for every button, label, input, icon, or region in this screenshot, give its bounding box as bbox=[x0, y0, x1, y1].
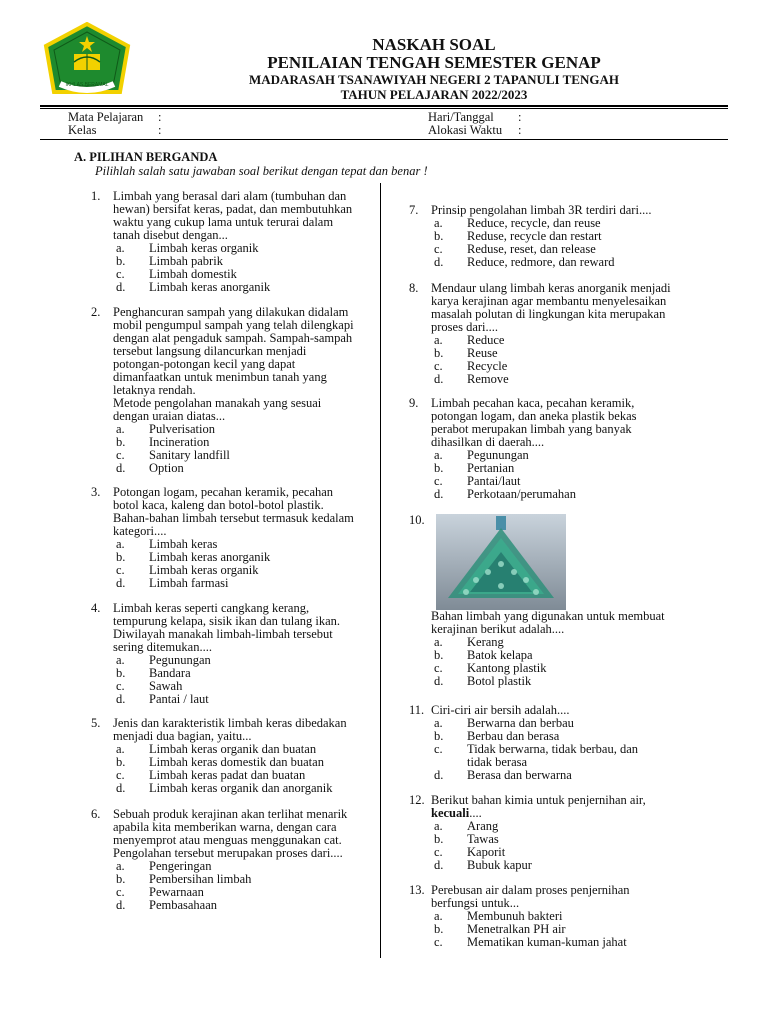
option-text: Kerang bbox=[467, 635, 504, 649]
option-letter: a. bbox=[434, 333, 443, 347]
option-letter: a. bbox=[434, 909, 443, 923]
option-text: Pegunungan bbox=[149, 653, 211, 667]
question-stem-text: Bahan limbah yang digunakan untuk membuat kerajinan berikut adalah.... bbox=[431, 609, 665, 636]
option-letter: d. bbox=[434, 255, 444, 269]
question-stem bbox=[113, 306, 354, 423]
option-letter: a. bbox=[434, 716, 443, 730]
option-letter: a. bbox=[116, 422, 125, 436]
option-text: Pembasahaan bbox=[149, 898, 218, 912]
option-letter: b. bbox=[434, 229, 444, 243]
colon: : bbox=[518, 110, 522, 124]
option-letter: b. bbox=[116, 254, 126, 268]
option-text: Bandara bbox=[149, 666, 191, 680]
option-text: Limbah keras padat dan buatan bbox=[149, 768, 306, 782]
option-text: Pertanian bbox=[467, 461, 515, 475]
option-text: Botol plastik bbox=[467, 674, 532, 688]
option-text: Pantai / laut bbox=[149, 692, 209, 706]
option-text: Reduse, recycle dan restart bbox=[467, 229, 602, 243]
colon: : bbox=[158, 110, 162, 124]
question-number: 4. bbox=[91, 601, 101, 615]
question-stem-tail: .... bbox=[469, 806, 482, 820]
option-letter: c. bbox=[434, 845, 443, 859]
option-letter: b. bbox=[434, 648, 444, 662]
option-letter: d. bbox=[116, 461, 126, 475]
question-stem bbox=[113, 486, 354, 538]
colon: : bbox=[518, 123, 522, 137]
option-text: Pantai/laut bbox=[467, 474, 521, 488]
doc-subtitle: PENILAIAN TENGAH SEMESTER GENAP bbox=[267, 53, 601, 72]
class-label: Kelas bbox=[68, 123, 97, 137]
option-letter: c. bbox=[434, 474, 443, 488]
option-text: Option bbox=[149, 461, 184, 475]
option-letter: a. bbox=[116, 742, 125, 756]
option-letter: c. bbox=[434, 359, 443, 373]
option-letter: b. bbox=[434, 346, 444, 360]
option-letter: d. bbox=[434, 487, 444, 501]
question-stem-text: Limbah pecahan kaca, pecahan keramik, potongan logam, dan aneka plastik bekas perabot merupakan limbah yang banyak dihasilkan di daerah.... bbox=[431, 396, 637, 449]
option-text: Kantong plastik bbox=[467, 661, 547, 675]
question-number: 5. bbox=[91, 716, 101, 730]
option-letter: b. bbox=[434, 832, 444, 846]
subject-label: Mata Pelajaran bbox=[68, 110, 144, 124]
question-number: 1. bbox=[91, 189, 101, 203]
question-stem-text: Perebusan air dalam proses penjernihan berfungsi untuk... bbox=[431, 883, 630, 910]
option-text: Limbah keras anorganik bbox=[149, 280, 271, 294]
column-divider bbox=[380, 183, 381, 958]
exam-meta bbox=[68, 110, 708, 140]
question-stem bbox=[431, 884, 630, 910]
option-letter: a. bbox=[116, 537, 125, 551]
option-text: Pengeringan bbox=[149, 859, 212, 873]
question-number: 3. bbox=[91, 485, 101, 499]
option-text: Limbah domestik bbox=[149, 267, 237, 281]
option-text: Limbah keras organik dan anorganik bbox=[149, 781, 333, 795]
option-letter: c. bbox=[116, 679, 125, 693]
question-number: 9. bbox=[409, 396, 419, 410]
option-letter: c. bbox=[116, 885, 125, 899]
header-rule-thin bbox=[40, 108, 728, 109]
option-text: Pewarnaan bbox=[149, 885, 204, 899]
question-number: 2. bbox=[91, 305, 101, 319]
option-text: Batok kelapa bbox=[467, 648, 533, 662]
option-letter: c. bbox=[434, 935, 443, 949]
option-text: Arang bbox=[467, 819, 499, 833]
option-letter: d. bbox=[116, 692, 126, 706]
option-text: Pegunungan bbox=[467, 448, 529, 462]
option-text: Recycle bbox=[467, 359, 508, 373]
question-number: 8. bbox=[409, 281, 419, 295]
option-letter: d. bbox=[116, 898, 126, 912]
school-year: TAHUN PELAJARAN 2022/2023 bbox=[340, 87, 528, 102]
option-letter: c. bbox=[116, 563, 125, 577]
question-stem-text: Berikut bahan kimia untuk penjernihan air, bbox=[431, 793, 646, 807]
option-text: Perkotaan/perumahan bbox=[467, 487, 576, 501]
option-text: Reduse, reset, dan release bbox=[467, 242, 596, 256]
question-stem-text: Ciri-ciri air bersih adalah.... bbox=[431, 703, 570, 717]
question-number: 12. bbox=[409, 793, 425, 807]
option-letter: a. bbox=[434, 216, 443, 230]
question-number: 7. bbox=[409, 203, 419, 217]
option-letter: d. bbox=[434, 768, 444, 782]
option-text: Limbah keras organik bbox=[149, 563, 259, 577]
question-number: 6. bbox=[91, 807, 101, 821]
question-stem bbox=[113, 190, 352, 242]
option-text: Sanitary landfill bbox=[149, 448, 230, 462]
option-text: Sawah bbox=[149, 679, 183, 693]
section-title: A. PILIHAN BERGANDA bbox=[74, 150, 218, 164]
option-text: Limbah keras organik dan buatan bbox=[149, 742, 317, 756]
day-label: Hari/Tanggal bbox=[428, 110, 494, 124]
question-stem-text: Prinsip pengolahan limbah 3R terdiri dari.... bbox=[431, 203, 652, 217]
option-letter: c. bbox=[434, 742, 443, 756]
option-text: Limbah keras anorganik bbox=[149, 550, 271, 564]
question-number: 11. bbox=[409, 703, 425, 717]
meta-rule bbox=[40, 139, 728, 140]
option-letter: d. bbox=[434, 858, 444, 872]
option-text: Limbah keras bbox=[149, 537, 218, 551]
option-text: Limbah farmasi bbox=[149, 576, 229, 590]
time-label: Alokasi Waktu bbox=[428, 123, 503, 137]
option-text: Limbah pabrik bbox=[149, 254, 223, 268]
option-letter: c. bbox=[116, 267, 125, 281]
question-stem bbox=[431, 397, 637, 449]
option-letter: b. bbox=[116, 755, 126, 769]
option-letter: d. bbox=[434, 372, 444, 386]
question-emphasis: kecuali bbox=[431, 806, 470, 820]
option-letter: c. bbox=[116, 768, 125, 782]
option-text: Reduce bbox=[467, 333, 505, 347]
option-text: Membunuh bakteri bbox=[467, 909, 563, 923]
question-stem bbox=[431, 794, 646, 820]
header-rule bbox=[40, 105, 728, 107]
option-letter: a. bbox=[434, 448, 443, 462]
option-letter: b. bbox=[116, 666, 126, 680]
option-text: Bubuk kapur bbox=[467, 858, 532, 872]
option-text: Pembersihan limbah bbox=[149, 872, 252, 886]
option-text: Pulverisation bbox=[149, 422, 215, 436]
option-letter: d. bbox=[116, 576, 126, 590]
question-stem-text: Mendaur ulang limbah keras anorganik menjadi karya kerajinan agar membantu menyelesaikan masalah polutan di lingkungan kita merupakan proses dari.... bbox=[431, 281, 671, 334]
question-stem-text: Jenis dan karakteristik limbah keras dibedakan menjadi dua bagian, yaitu... bbox=[113, 716, 347, 743]
option-letter: a. bbox=[116, 241, 125, 255]
option-text: Limbah keras organik bbox=[149, 241, 259, 255]
option-letter: c. bbox=[434, 242, 443, 256]
option-letter: b. bbox=[116, 550, 126, 564]
question-number: 13. bbox=[409, 883, 425, 897]
option-text: Mematikan kuman-kuman jahat bbox=[467, 935, 627, 949]
question-stem bbox=[113, 602, 340, 654]
option-letter: a. bbox=[116, 859, 125, 873]
question-stem-text: Sebuah produk kerajinan akan terlihat menarik apabila kita memberikan warna, dengan cara menyemprot atau menguas menggunakan cat. Pengolahan tersebut merupakan proses dari.... bbox=[113, 807, 348, 860]
option-text: Remove bbox=[467, 372, 509, 386]
option-letter: d. bbox=[434, 674, 444, 688]
option-text: Kaporit bbox=[467, 845, 506, 859]
option-text: Reuse bbox=[467, 346, 498, 360]
question-stem bbox=[431, 610, 665, 636]
colon: : bbox=[158, 123, 162, 137]
option-text: Incineration bbox=[149, 435, 210, 449]
option-text: Berbau dan berasa bbox=[467, 729, 560, 743]
option-text: Berwarna dan berbau bbox=[467, 716, 574, 730]
school-name: MADARASAH TSANAWIYAH NEGERI 2 TAPANULI TENGAH bbox=[249, 72, 619, 87]
option-letter: b. bbox=[434, 461, 444, 475]
option-letter: d. bbox=[116, 781, 126, 795]
option-letter: b. bbox=[434, 922, 444, 936]
question-stem-text: Penghancuran sampah yang dilakukan didalam mobil pengumpul sampah yang telah dilengkapi dengan alat pengaduk sampah. Sampah-sampah tersebut langsung dilancurkan menjadi potongan-potongan kecil yang dapat dimanfaatkan untuk menimbun tanah yang letaknya rendah. Metode pengolahan manakah yang sesuai dengan uraian diatas... bbox=[113, 305, 354, 423]
option-text: Tidak berwarna, tidak berbau, dan bbox=[467, 742, 639, 756]
question-stem bbox=[113, 717, 347, 743]
option-text: Limbah keras domestik dan buatan bbox=[149, 755, 324, 769]
option-letter: b. bbox=[116, 435, 126, 449]
option-text: tidak berasa bbox=[467, 755, 528, 769]
question-stem-text: Potongan logam, pecahan keramik, pecahan botol kaca, kaleng dan botol-botol plastik. Bahan-bahan limbah tersebut termasuk kedalam kategori.... bbox=[113, 485, 354, 538]
plastic-bottle-lamp-photo bbox=[436, 514, 566, 610]
option-letter: a. bbox=[434, 819, 443, 833]
question-stem bbox=[431, 282, 671, 334]
option-letter: a. bbox=[116, 653, 125, 667]
section-instruction: Pilihlah salah satu jawaban soal berikut dengan tepat dan benar ! bbox=[95, 164, 428, 178]
option-letter: c. bbox=[434, 661, 443, 675]
question-stem bbox=[113, 808, 347, 860]
question-number: 10. bbox=[409, 513, 425, 527]
option-letter: c. bbox=[116, 448, 125, 462]
question-stem-text: Limbah yang berasal dari alam (tumbuhan dan hewan) bersifat keras, padat, dan membutuhkan waktu yang cukup lama untuk terurai dalam tanah disebut dengan... bbox=[113, 189, 353, 242]
document-header bbox=[140, 36, 728, 102]
option-letter: b. bbox=[116, 872, 126, 886]
option-letter: a. bbox=[434, 635, 443, 649]
option-letter: d. bbox=[116, 280, 126, 294]
doc-title: NASKAH SOAL bbox=[372, 35, 496, 54]
logo-caption: IKHLAS BERAMAL bbox=[65, 82, 109, 88]
option-text: Reduce, recycle, dan reuse bbox=[467, 216, 601, 230]
option-text: Berasa dan berwarna bbox=[467, 768, 572, 782]
option-text: Menetralkan PH air bbox=[467, 922, 566, 936]
option-text: Reduce, redmore, dan reward bbox=[467, 255, 615, 269]
option-letter: b. bbox=[434, 729, 444, 743]
option-text: Tawas bbox=[467, 832, 499, 846]
madrasah-logo bbox=[40, 22, 134, 102]
question-stem-text: Limbah keras seperti cangkang kerang, tempurung kelapa, sisik ikan dan tulang ikan. Diwilayah manakah limbah-limbah tersebut sering ditemukan.... bbox=[113, 601, 341, 654]
